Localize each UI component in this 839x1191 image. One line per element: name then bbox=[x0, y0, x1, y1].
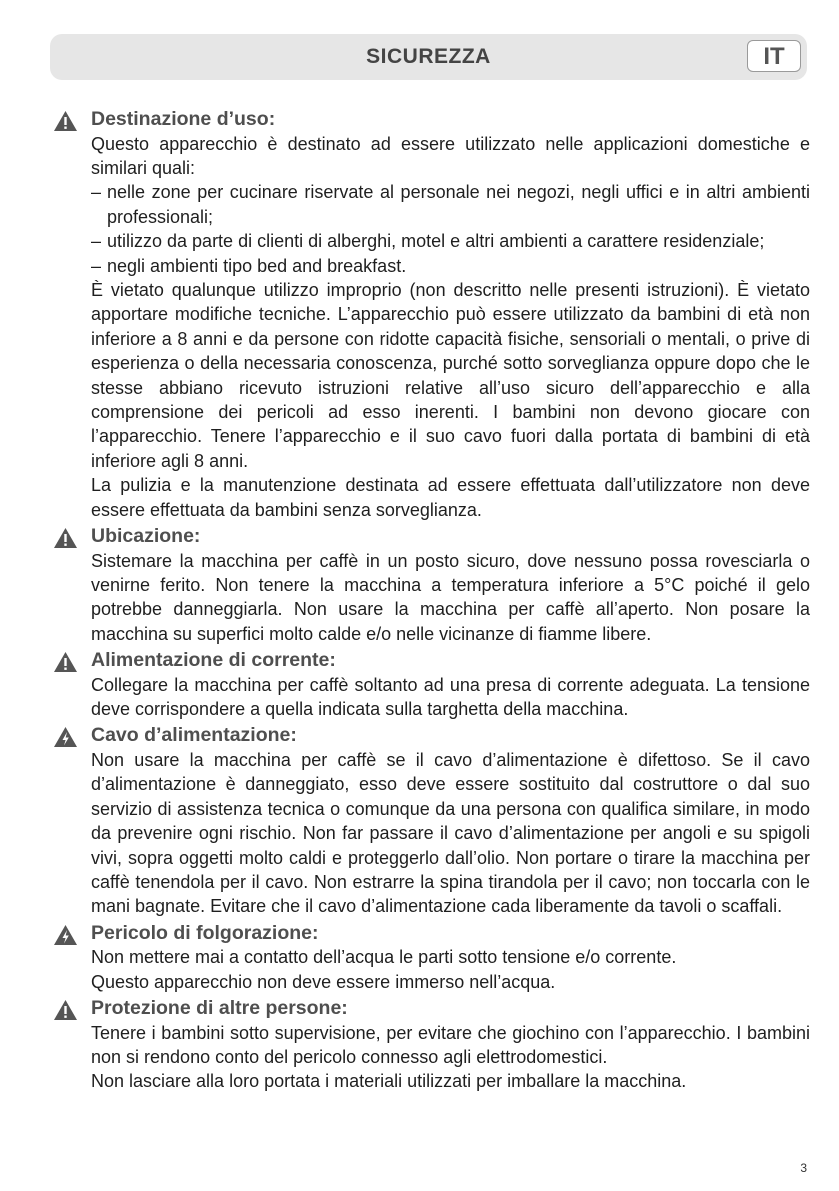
section-ubicazione bbox=[50, 524, 810, 646]
warning-icon bbox=[53, 110, 78, 132]
section-pericolo-folgorazione bbox=[50, 921, 810, 994]
section-paragraph: Non mettere mai a contatto dell’acqua le parti sotto tensione e/o corrente. bbox=[91, 947, 677, 968]
section-alimentazione-corrente bbox=[50, 648, 810, 721]
warning-icon bbox=[53, 527, 78, 549]
electric-hazard-icon bbox=[53, 726, 78, 748]
list-item: – negli ambienti tipo bed and breakfast. bbox=[91, 255, 407, 276]
section-paragraph: Collegare la macchina per caffè soltanto ad una presa di corrente adeguata. La tensione deve corrispondere a quella indicata sulla targhetta della macchina. bbox=[91, 674, 810, 720]
warning-icon bbox=[53, 999, 78, 1021]
section-cavo-alimentazione bbox=[50, 723, 810, 918]
section-title: Pericolo di folgorazione: bbox=[91, 921, 319, 944]
section-protezione-persone bbox=[50, 996, 810, 1094]
list-item: – utilizzo da parte di clienti di alberghi, motel e altri ambienti a carattere residenziale; bbox=[91, 231, 765, 252]
section-title: Protezione di altre persone: bbox=[91, 997, 348, 1020]
section-paragraph: Tenere i bambini sotto supervisione, per evitare che giochino con l’apparecchio. I bambini non si rendono conto del pericolo connesso agli elettrodomestici. bbox=[91, 1022, 810, 1067]
section-paragraph: La pulizia e la manutenzione destinata ad essere effettuata dall’utilizzatore non deve essere effettuata da bambini senza sorveglianza. bbox=[91, 475, 810, 520]
page-title: SICUREZZA bbox=[366, 45, 491, 68]
language-badge: IT bbox=[747, 40, 801, 72]
section-destinazione-uso bbox=[50, 107, 810, 522]
section-paragraph: Non lasciare alla loro portata i materiali utilizzati per imballare la macchina. bbox=[91, 1071, 687, 1092]
section-intro: Questo apparecchio è destinato ad essere utilizzato nelle applicazioni domestiche e similari quali: bbox=[91, 133, 810, 178]
section-title: Alimentazione di corrente: bbox=[91, 649, 336, 672]
section-paragraph: È vietato qualunque utilizzo improprio (non descritto nelle presenti istruzioni). È vietato apportare modifiche tecniche. L’apparecchio può essere utilizzato da bambini di età non inferiore a 8 anni e da persone con ridotte capacità fisiche, sensoriali o mentali, o prive di esperienza o della necessaria conoscenza, purché sotto sorveglianza oppure dopo che le stesse abbiano ricevuto istruzioni relative all’uso sicuro dell’apparecchio e alla comprensione dei pericoli ad esso inerenti. I bambini non devono giocare con l’apparecchio. Tenere l’apparecchio e il suo cavo fuori dalla portata di bambini di età inferiore agli 8 anni. bbox=[91, 279, 810, 471]
section-paragraph: Non usare la macchina per caffè se il cavo d’alimentazione è difettoso. Se il cavo d’alimentazione è danneggiato, esso deve essere sostituito dal costruttore o dal suo servizio di assistenza tecnica o comunque da una persona con qualifica similare, in modo da prevenire ogni rischio. Non far passare il cavo d’alimentazione per angoli e su spigoli vivi, sopra oggetti molto caldi e proteggerlo dall’olio. Non portare o tirare la macchina per caffè tenendola per il cavo. Non estrarre la spina tirandola per il cavo; non toccarla con le mani bagnate. Evitare che il cavo d’alimentazione cada liberamente da tavoli o scaffali. bbox=[91, 749, 810, 917]
page-number: 3 bbox=[800, 1161, 807, 1175]
electric-hazard-icon bbox=[53, 924, 78, 946]
section-title: Ubicazione: bbox=[91, 525, 201, 547]
page-header bbox=[50, 34, 807, 80]
safety-content bbox=[50, 107, 810, 1096]
section-title: Cavo d’alimentazione: bbox=[91, 724, 297, 747]
warning-icon bbox=[53, 651, 78, 673]
section-title: Destinazione d’uso: bbox=[91, 108, 276, 130]
usage-list bbox=[91, 180, 810, 278]
section-paragraph: Sistemare la macchina per caffè in un posto sicuro, dove nessuno possa rovesciarla o venirne ferito. Non tenere la macchina a temperatura inferiore a 5°C poiché il gelo potrebbe danneggiarla. Non usare la macchina per caffè all’aperto. Non posare la macchina su superfici molto calde e/o nelle vicinanze di fiamme libere. bbox=[91, 550, 810, 644]
list-item: – nelle zone per cucinare riservate al personale nei negozi, negli uffici e in altri ambienti professionali; bbox=[91, 182, 810, 227]
section-paragraph: Questo apparecchio non deve essere immerso nell’acqua. bbox=[91, 971, 556, 992]
